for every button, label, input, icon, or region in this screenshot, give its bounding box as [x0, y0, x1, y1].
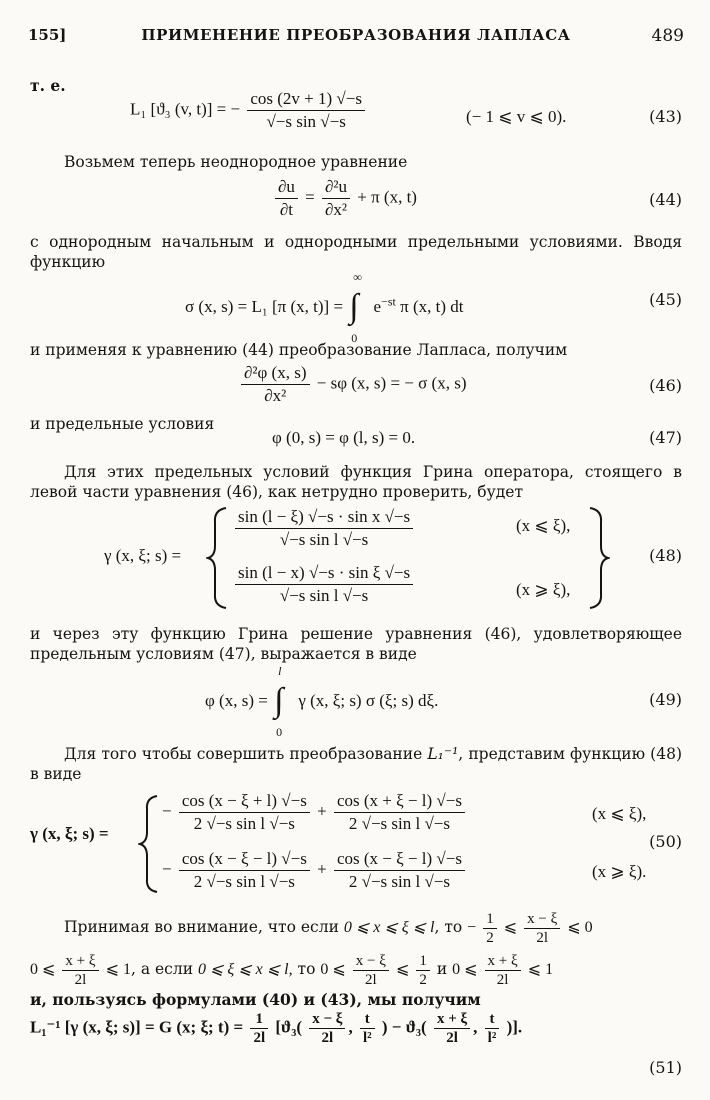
condition-3 — [30, 953, 131, 988]
paragraph-5: Для этих предельных условий функция Грина оператора, стоящего в левой части уравнения (46), как нетрудно проверить, будет — [30, 463, 682, 501]
eq51-b-den: l² — [362, 1030, 372, 1046]
eqnum-51: (51) — [649, 1058, 682, 1077]
c6-post: ⩽ 1 — [527, 961, 554, 979]
c6-den: 2l — [496, 972, 509, 988]
equation-49 — [205, 664, 439, 739]
c5-num: x − ξ — [353, 952, 389, 971]
eq50-row1-frac1 — [179, 790, 310, 835]
paragraph-7-part-a: Для того чтобы совершить преобразование — [64, 745, 423, 763]
inverse-laplace-symbol: L₁⁻¹ — [427, 745, 459, 763]
eq49-lower-limit: 0 — [276, 725, 283, 739]
c2-le: ⩽ — [503, 919, 518, 937]
eq46-numerator: ∂²φ (x, s) — [241, 362, 310, 385]
c3-num: x + ξ — [62, 952, 98, 971]
eqnum-48: (48) — [649, 546, 682, 565]
eq50-row1-frac2 — [334, 790, 465, 835]
eqnum-43: (43) — [649, 107, 682, 126]
eq45-integrand: π (x, t) dt — [400, 296, 464, 316]
eq48-row2 — [232, 562, 416, 607]
equation-51: L₁⁻¹ [γ (x, ξ; s)] = G (x; ξ; t) = $\frac{1}{2l}$ [ϑ₃( $\frac{x - \xi}{2l}$ , $\frac{t}{\text{l²}}$ ) − ϑ₃( $\frac{x + \xi}{2l}$ , $\frac{t}{\text{l²}}$ )]. — [30, 1011, 523, 1046]
paragraph-8-line-1 — [64, 910, 593, 947]
eq45-lower-limit: 0 — [351, 331, 358, 345]
paragraph-7 — [30, 744, 682, 784]
eq43-lhs: L₁ [ϑ₃ (v, t)] = − — [130, 99, 241, 119]
condition-2 — [467, 911, 593, 946]
c5-frac1 — [353, 952, 389, 989]
integral-sign-49: l ∫ 0 — [274, 664, 284, 739]
paragraph-8-line-2 — [30, 952, 553, 989]
eq43-numerator: cos (2v + 1) √−s — [247, 88, 365, 111]
eq51-a-num: x − ξ — [309, 1010, 345, 1029]
eq50-row1-den2: 2 √−s sin l √−s — [348, 814, 450, 833]
eq51-prefactor-den: 2l — [253, 1030, 266, 1046]
paragraph-3: и применяя к уравнению (44) преобразование Лапласа, получим — [30, 341, 568, 359]
eqnum-50: (50) — [649, 832, 682, 851]
eq49-lhs: φ (x, s) = — [205, 690, 268, 710]
paragraph-10: и, пользуясь формулами (40) и (43), мы получим — [30, 990, 481, 1009]
eq50-row2-den2: 2 √−s sin l √−s — [348, 872, 450, 891]
equation-46 — [238, 362, 466, 407]
eq50-row1-condition: (x ⩽ ξ), — [592, 804, 647, 823]
eq44-den1: ∂t — [279, 200, 294, 219]
eq50-row2-condition: (x ⩾ ξ). — [592, 862, 647, 881]
c2-num1: 1 — [483, 910, 497, 929]
condition-4: 0 ⩽ ξ ⩽ x ⩽ l, — [197, 961, 293, 979]
te-label: т. е. — [30, 76, 66, 95]
eq50-row1-den1: 2 √−s sin l √−s — [193, 814, 295, 833]
eq48-row1-den: √−s sin l √−s — [279, 530, 369, 549]
eq48-row1 — [232, 506, 416, 551]
eq50-row2: − $\frac{\cos (x - \xi - l) √-s}{\text{2 √−s sin l √−s}}$ + $\frac{\cos (x - \xi - l) √-s}{\text{2 √−s sin l √−s}}$ — [162, 848, 468, 893]
eq48-row2-condition: (x ⩾ ξ), — [516, 580, 571, 599]
paragraph-4: и предельные условия — [30, 415, 215, 433]
c2-minus: − — [467, 919, 477, 937]
eq51-d-num: t — [485, 1010, 500, 1029]
eq48-right-brace — [586, 506, 610, 610]
eq50-row2-den1: 2 √−s sin l √−s — [193, 872, 295, 891]
eq51-frac-a — [309, 1010, 345, 1047]
condition-1: 0 ⩽ x ⩽ ξ ⩽ l — [343, 919, 435, 937]
p8-text-a: Принимая во внимание, что если — [64, 918, 339, 937]
eq46-fraction — [241, 362, 310, 407]
eq50-row1-num2: cos (x + ξ − l) √−s — [334, 790, 465, 813]
section-number: 155] — [28, 26, 67, 44]
c5-den2: 2 — [419, 972, 427, 988]
eq51-frac-c — [434, 1010, 470, 1047]
eqnum-44: (44) — [649, 190, 682, 209]
eq44-num2: ∂²u — [322, 176, 350, 199]
c6-frac — [485, 952, 521, 989]
eqnum-46: (46) — [649, 376, 682, 395]
eq50-left-brace — [138, 794, 160, 894]
running-header — [28, 26, 684, 52]
eq45-exponent: −st — [381, 294, 396, 309]
c2-num2: x − ξ — [524, 910, 560, 929]
c5-pre: 0 ⩽ — [320, 961, 346, 979]
eq48-lhs: γ (x, ξ; s) = — [104, 546, 182, 565]
eq48-row2-fraction — [235, 562, 413, 607]
paragraph-7-part-b: , представим функцию (48) в виде — [30, 745, 682, 783]
eq49-integrand: γ (x, ξ; s) σ (ξ; s) dξ. — [298, 690, 439, 710]
eq44-frac1 — [275, 176, 298, 221]
eq51-lhs: L₁⁻¹ [γ (x, ξ; s)] = G (x; ξ; t) = — [30, 1017, 244, 1037]
equation-45 — [185, 270, 464, 345]
eqnum-45: (45) — [649, 290, 682, 309]
eq50-row2-frac1 — [179, 848, 310, 893]
p9-text-a: , а если — [130, 960, 194, 979]
eq51-a-den: 2l — [321, 1030, 334, 1046]
eq50-row2-num2: cos (x − ξ − l) √−s — [334, 848, 465, 871]
c5-den: 2l — [365, 972, 377, 988]
eq48-row2-num: sin (l − x) √−s · sin ξ √−s — [235, 562, 413, 585]
eq51-close: )]. — [506, 1017, 523, 1037]
eq44-frac2 — [322, 176, 350, 221]
eq43-condition: (− 1 ⩽ v ⩽ 0). — [466, 107, 567, 126]
eq50-row2-num1: cos (x − ξ − l) √−s — [179, 848, 310, 871]
eq51-b-num: t — [360, 1010, 375, 1029]
c5-le: ⩽ — [395, 961, 410, 979]
c5-num2: 1 — [416, 952, 430, 971]
c3-den: 2l — [74, 972, 87, 988]
eq45-lhs: σ (x, s) = L₁ [π (x, t)] = — [185, 296, 344, 316]
c2-den1: 2 — [486, 930, 494, 946]
p8-text-b: , то — [434, 918, 463, 937]
eq46-tail: − sφ (x, s) = − σ (x, s) — [316, 373, 467, 393]
eq50-lhs: γ (x, ξ; s) = — [30, 824, 109, 843]
c3-pre: 0 ⩽ — [30, 961, 56, 979]
eqnum-49: (49) — [649, 690, 682, 709]
paragraph-1: Возьмем теперь неоднородное уравнение — [64, 153, 408, 171]
eq45-exp-base: e — [373, 296, 382, 316]
eq50-row2-frac2 — [334, 848, 465, 893]
c5-frac2 — [416, 952, 430, 989]
c6-pre: 0 ⩽ — [452, 961, 478, 979]
eq48-row1-fraction — [235, 506, 413, 551]
running-title: ПРИМЕНЕНИЕ ПРЕОБРАЗОВАНИЯ ЛАПЛАСА — [141, 26, 571, 44]
paragraph-6: и через эту функцию Грина решение уравнения (46), удовлетворяющее предельным условиям (47), выражается в виде — [30, 625, 682, 663]
eq51-open: [ϑ₃( — [275, 1017, 302, 1037]
eq51-c-den: 2l — [446, 1030, 458, 1046]
c2-post: ⩽ 0 — [567, 919, 593, 937]
eq51-frac-d — [485, 1010, 500, 1047]
eq44-den2: ∂x² — [325, 200, 347, 219]
eq48-row2-den: √−s sin l √−s — [279, 586, 369, 605]
c3-frac — [62, 952, 98, 989]
eq51-d-den: l² — [487, 1030, 497, 1046]
equation-44 — [272, 176, 417, 221]
eq44-num1: ∂u — [275, 176, 298, 199]
condition-5 — [320, 953, 436, 988]
c2-frac2 — [524, 910, 560, 947]
eq51-c-num: x + ξ — [434, 1010, 470, 1029]
integral-sign-45: ∞ ∫ 0 — [349, 270, 362, 345]
eq51-prefactor — [250, 1010, 268, 1047]
c2-den2: 2l — [536, 930, 549, 946]
eq48-row1-num: sin (l − ξ) √−s · sin x √−s — [235, 506, 413, 529]
eqnum-47: (47) — [649, 428, 682, 447]
eq43-fraction — [247, 88, 365, 133]
eq48-row1-condition: (x ⩽ ξ), — [516, 516, 571, 535]
c3-post: ⩽ 1 — [105, 961, 131, 979]
equation-43 — [130, 88, 368, 133]
eq51-prefactor-num: 1 — [250, 1010, 268, 1029]
eq44-equals: = — [305, 187, 315, 207]
c2-frac1 — [483, 910, 497, 947]
eq50-row1: − $\frac{\cos (x - \xi + l) √-s}{\text{2 √−s sin l √−s}}$ + $\frac{\cos (x + \xi - l) √-s}{\text{2 √−s sin l √−s}}$ — [162, 790, 468, 835]
eq44-tail: + π (x, t) — [357, 187, 417, 207]
p9-text-b: то — [297, 960, 316, 979]
equation-47: φ (0, s) = φ (l, s) = 0. — [272, 428, 416, 447]
eq45-upper-limit: ∞ — [353, 270, 362, 284]
paragraph-2: с однородным начальным и однородными предельными условиями. Вводя функцию — [30, 233, 682, 271]
c6-num: x + ξ — [485, 952, 521, 971]
eq43-denominator: √−s sin √−s — [266, 112, 346, 131]
eq50-row1-num1: cos (x − ξ + l) √−s — [179, 790, 310, 813]
condition-6 — [452, 953, 554, 988]
page-number: 489 — [651, 26, 684, 46]
eq48-left-brace — [206, 506, 230, 610]
eq49-upper-limit: l — [278, 664, 282, 678]
eq51-frac-b — [360, 1010, 375, 1047]
eq51-mid: ) − ϑ₃( — [381, 1017, 427, 1037]
p9-text-c: и — [436, 960, 448, 979]
eq46-denominator: ∂x² — [264, 386, 287, 405]
